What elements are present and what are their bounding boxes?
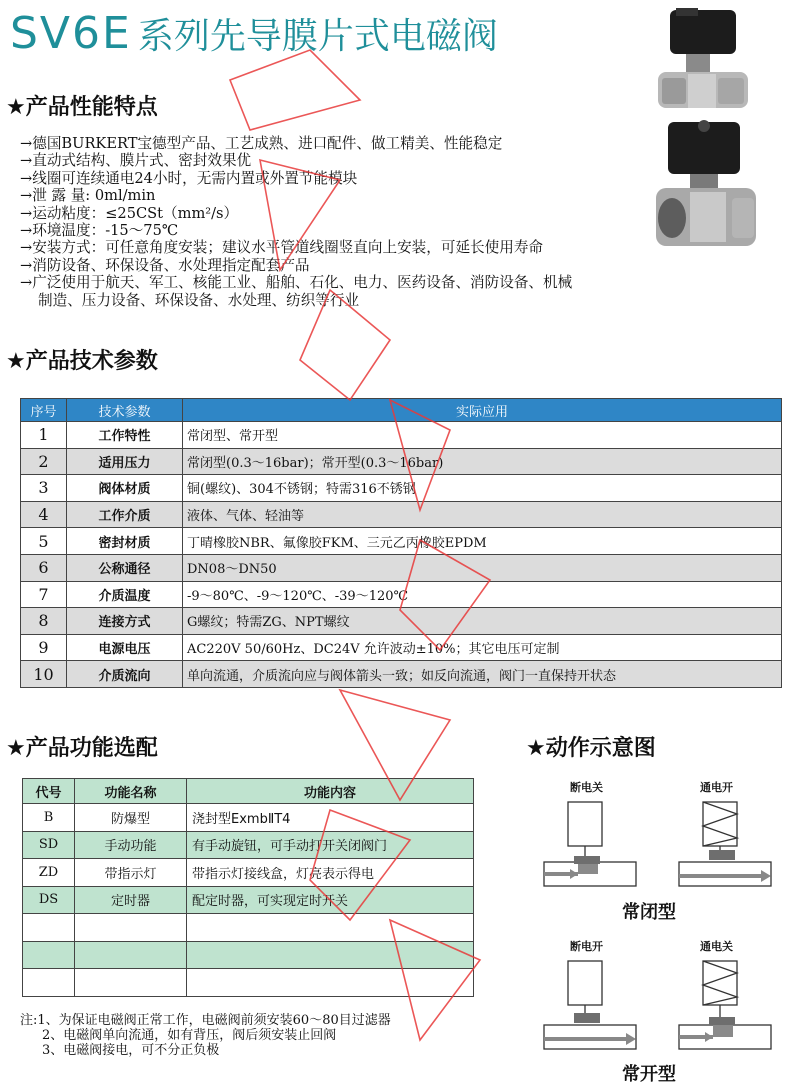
spec-value: DN08～DN50 [183,554,782,581]
valve-diagram-no-on [675,955,775,1055]
func-name: 定时器 [75,886,187,914]
label-nc-off: 断电关 [570,781,603,794]
func-content [187,969,474,997]
spec-no: 8 [21,608,67,635]
spec-table [20,398,782,688]
spec-no: 4 [21,501,67,528]
feature-item: →德国BURKERT宝德型产品、工艺成熟、进口配件、做工精美、性能稳定 [20,135,503,152]
page-title [10,8,498,64]
spec-no: 7 [21,581,67,608]
feature-item: →泄 露 量: 0ml/min [20,187,156,205]
func-row [23,886,474,914]
func-name [75,969,187,997]
spec-param: 阀体材质 [67,475,183,502]
spec-no: 10 [21,661,67,688]
spec-value: G螺纹；特需ZG、NPT螺纹 [183,608,782,635]
func-content: 配定时器，可实现定时开关 [187,886,474,914]
note-item: 3、电磁阀接电，可不分正负极 [42,1043,220,1058]
func-code [23,914,75,942]
valve-diagram-no-off [540,955,640,1055]
spec-header-param: 技术参数 [67,399,183,422]
valve-diagram-nc-off [540,796,640,891]
spec-param: 工作特性 [67,422,183,449]
func-name: 防爆型 [75,804,187,832]
label-nc-on: 通电开 [700,781,733,794]
valve-diagram-nc-on [675,796,775,891]
spec-no: 3 [21,475,67,502]
section-params-title: ★产品技术参数 [6,349,158,374]
spec-no: 9 [21,634,67,661]
spec-value: 铜(螺纹)、304不锈钢；特需316不锈钢 [183,475,782,502]
spec-value: 常闭型、常开型 [183,422,782,449]
feature-item-continued: 制造、压力设备、环保设备、水处理、纺织等行业 [38,291,360,309]
feature-item: →运动粘度：≤25CSt（mm²/s） [20,204,239,222]
func-name [75,941,187,969]
func-content [187,941,474,969]
spec-no: 5 [21,528,67,555]
spec-header-no: 序号 [21,399,67,422]
func-code [23,941,75,969]
func-name: 手动功能 [75,831,187,859]
func-row [23,941,474,969]
feature-item: →直动式结构、膜片式、密封效果优 [20,152,252,170]
feature-item: →线圈可连续通电24小时，无需内置或外置节能模块 [20,169,358,187]
caption-normally-open: 常开型 [622,1064,676,1085]
features-list [20,135,780,309]
spec-param: 连接方式 [67,608,183,635]
spec-param: 工作介质 [67,501,183,528]
spec-no: 2 [21,448,67,475]
spec-param: 电源电压 [67,634,183,661]
func-code [23,969,75,997]
spec-row [21,422,782,449]
feature-item: →消防设备、环保设备、水处理指定配套产品 [20,256,310,274]
label-no-off: 断电开 [570,940,603,953]
spec-param: 介质温度 [67,581,183,608]
caption-normally-closed: 常闭型 [622,902,676,923]
spec-param: 密封材质 [67,528,183,555]
func-row [23,914,474,942]
spec-row [21,554,782,581]
spec-value: 液体、气体、轻油等 [183,501,782,528]
section-diagram-title: ★动作示意图 [526,736,656,761]
func-row [23,969,474,997]
spec-row [21,608,782,635]
spec-row [21,475,782,502]
spec-row [21,634,782,661]
title-model: SV6E [10,8,132,59]
func-row [23,831,474,859]
func-row [23,859,474,887]
func-content [187,914,474,942]
func-header-content: 功能内容 [187,779,474,804]
spec-header-value: 实际应用 [183,399,782,422]
func-code: SD [23,831,75,859]
function-table [22,778,474,997]
func-content: 浇封型ExmbⅡT4 [187,804,474,832]
feature-item: →广泛使用于航天、军工、核能工业、船舶、石化、电力、医药设备、消防设备、机械 [20,274,573,292]
label-no-on: 通电关 [700,940,733,953]
spec-no: 6 [21,554,67,581]
note-item: 2、电磁阀单向流通，如有背压，阀后须安装止回阀 [42,1028,337,1043]
func-name [75,914,187,942]
func-code: DS [23,886,75,914]
spec-value: -9～80℃、-9～120℃、-39～120℃ [183,581,782,608]
spec-value: 常闭型(0.3～16bar)；常开型(0.3～16bar) [183,448,782,475]
spec-param: 介质流向 [67,661,183,688]
func-header-code: 代号 [23,779,75,804]
spec-row [21,581,782,608]
title-name: 系列先导膜片式电磁阀 [137,16,498,57]
spec-value: 丁晴橡胶NBR、氟像胶FKM、三元乙丙橡胶EPDM [183,528,782,555]
func-row [23,804,474,832]
spec-no: 1 [21,422,67,449]
spec-row [21,501,782,528]
func-code: B [23,804,75,832]
spec-row [21,448,782,475]
section-options-title: ★产品功能选配 [6,736,158,761]
spec-row [21,528,782,555]
valve-photo-top [648,6,758,116]
func-header-name: 功能名称 [75,779,187,804]
feature-item: →安装方式：可任意角度安装；建议水平管道线圈竖直向上安装，可延长使用寿命 [20,239,544,257]
spec-param: 适用压力 [67,448,183,475]
feature-item: →环境温度：-15～75℃ [20,222,179,240]
spec-row [21,661,782,688]
func-content: 带指示灯接线盒，灯亮表示得电 [187,859,474,887]
func-content: 有手动旋钮，可手动打开关闭阀门 [187,831,474,859]
notes [20,1013,391,1058]
section-features-title: ★产品性能特点 [6,95,158,120]
note-item: 注:1、为保证电磁阀正常工作，电磁阀前须安装60～80目过滤器 [20,1013,391,1028]
spec-value: AC220V 50/60Hz、DC24V 允许波动±10%；其它电压可定制 [183,634,782,661]
func-name: 带指示灯 [75,859,187,887]
spec-param: 公称通径 [67,554,183,581]
spec-value: 单向流通，介质流向应与阀体箭头一致；如反向流通，阀门一直保持开状态 [183,661,782,688]
func-code: ZD [23,859,75,887]
